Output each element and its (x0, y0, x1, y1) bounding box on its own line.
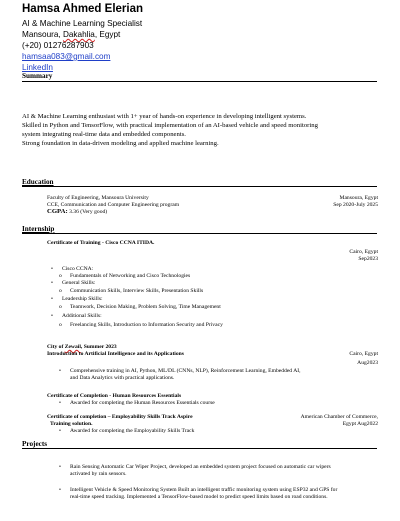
sub-bullet-marker: o (59, 288, 62, 294)
education-heading: Education (22, 178, 54, 186)
zewail-org (47, 344, 117, 351)
bullet-icon: • (59, 400, 61, 406)
education-location: Mansoura, Egypt (339, 195, 378, 201)
bullet-icon: • (59, 464, 61, 470)
project-line: activated by rain sensors. (70, 471, 127, 477)
cisco-item: Cisco CCNA: (62, 266, 94, 272)
bullet-icon: • (59, 487, 61, 493)
summary-line: Strong foundation in data-driven modeling and applied machine learning. (22, 140, 219, 147)
cisco-location: Cairo, Egypt (349, 249, 378, 255)
zewail-bullet-line: and Data Analytics with practical applications. (70, 375, 175, 381)
zewail-date: Aug2023 (357, 360, 378, 366)
bullet-marker: • (51, 280, 53, 286)
hr-cert-title: Certificate of Completion - Human Resources Essentials (47, 393, 182, 399)
cisco-cert-title: Certificate of Training - Cisco CCNA ITIDA. (47, 240, 155, 246)
zewail-course-title: Introduction to Artificial Intelligence and its Applications (47, 351, 184, 357)
cisco-date: Sep2023 (358, 256, 378, 262)
education-program: CCE, Communication and Computer Engineering program (47, 202, 180, 208)
summary-line: system integrating real-time data and embedded components. (22, 131, 186, 138)
summary-line: Skilled in Python and TensorFlow, with practical implementation of an AI-based vehicle and speed monitoring (22, 122, 318, 129)
sub-bullet-marker: o (59, 273, 62, 279)
cisco-item: Leadership Skills: (62, 296, 103, 302)
employability-org: American Chamber of Commerce, (300, 414, 378, 420)
linkedin-link[interactable]: LinkedIn (22, 63, 53, 72)
location-city: Mansoura, (22, 30, 63, 39)
internship-heading: Internship (22, 225, 55, 233)
email-link[interactable]: hamsaa083@gmail.com (22, 52, 111, 61)
projects-rule (22, 448, 377, 449)
cisco-item: Freelancing Skills, Introduction to Information Security and Privacy (70, 322, 223, 328)
summary-line: AI & Machine Learning enthusiast with 1+ year of hands-on experience in developing intelligent systems. (22, 113, 307, 120)
employability-title: Certificate of completion – Employability Skills Track Aspire (47, 414, 193, 420)
gpa-label: CGPA: (47, 208, 68, 215)
bullet-marker: • (51, 266, 53, 272)
education-dates: Sep 2020-July 2025 (333, 202, 378, 208)
cisco-item: Communication Skills, Interview Skills, Presentation Skills (70, 288, 204, 294)
location (22, 30, 120, 39)
location-country: , Egypt (94, 30, 121, 39)
cisco-item: Fundamentals of Networking and Cisco Technologies (70, 273, 191, 279)
education-school: Faculty of Engineering, Mansoura University (47, 195, 149, 201)
bullet-marker: • (51, 296, 53, 302)
education-gpa (47, 208, 107, 216)
summary-heading: Summary (22, 72, 53, 80)
projects-heading: Projects (22, 440, 48, 448)
zewail-org-prefix: City of (47, 344, 65, 350)
project-line: Intelligent Vehicle & Speed Monitoring System Built an intelligent traffic monitoring system using ESP32 and GPS for (70, 487, 338, 493)
bullet-icon: • (59, 428, 61, 434)
internship-rule (22, 233, 377, 234)
job-title: AI & Machine Learning Specialist (22, 19, 143, 28)
zewail-org-suffix: , Summer 2023 (80, 344, 117, 350)
employability-org-location: Egypt Aug2022 (342, 421, 378, 427)
cisco-item: General Skills: (62, 280, 96, 286)
zewail-location: Cairo, Egypt (349, 351, 378, 357)
location-governorate: Dakahlia (62, 30, 95, 39)
zewail-bullet-line: Comprehensive training in AI, Python, ML/DL (CNNs, NLP), Reinforcement Learning, Embedded AI, (70, 368, 301, 374)
sub-bullet-marker: o (59, 304, 62, 310)
employability-bullet: Awarded for completing the Employability Skills Track (70, 428, 195, 434)
summary-rule (22, 81, 377, 82)
candidate-name: Hamsa Ahmed Elerian (22, 3, 144, 15)
project-line: Rain Sensing Automatic Car Wiper Project, developed an embedded system project focused on automatic car wipers (70, 464, 331, 470)
cisco-item: Additional Skills: (62, 313, 102, 319)
gpa-value: 3.36 (Very good) (67, 209, 108, 215)
project-line: real-time speed tracking. Implemented a TensorFlow-based model to predict speed limits based on road conditions. (70, 494, 328, 500)
phone: (+20) 01276287903 (22, 41, 94, 50)
bullet-marker: • (51, 313, 53, 319)
sub-bullet-marker: o (59, 322, 62, 328)
hr-bullet: Awarded for completing the Human Resources Essentials course (70, 400, 215, 406)
education-rule (22, 186, 377, 187)
zewail-org-name: Zewail (64, 344, 81, 350)
cisco-item: Teamwork, Decision Making, Problem Solving, Time Management (70, 304, 221, 310)
bullet-icon: • (59, 368, 61, 374)
employability-title-cont: Training solution. (50, 421, 93, 427)
